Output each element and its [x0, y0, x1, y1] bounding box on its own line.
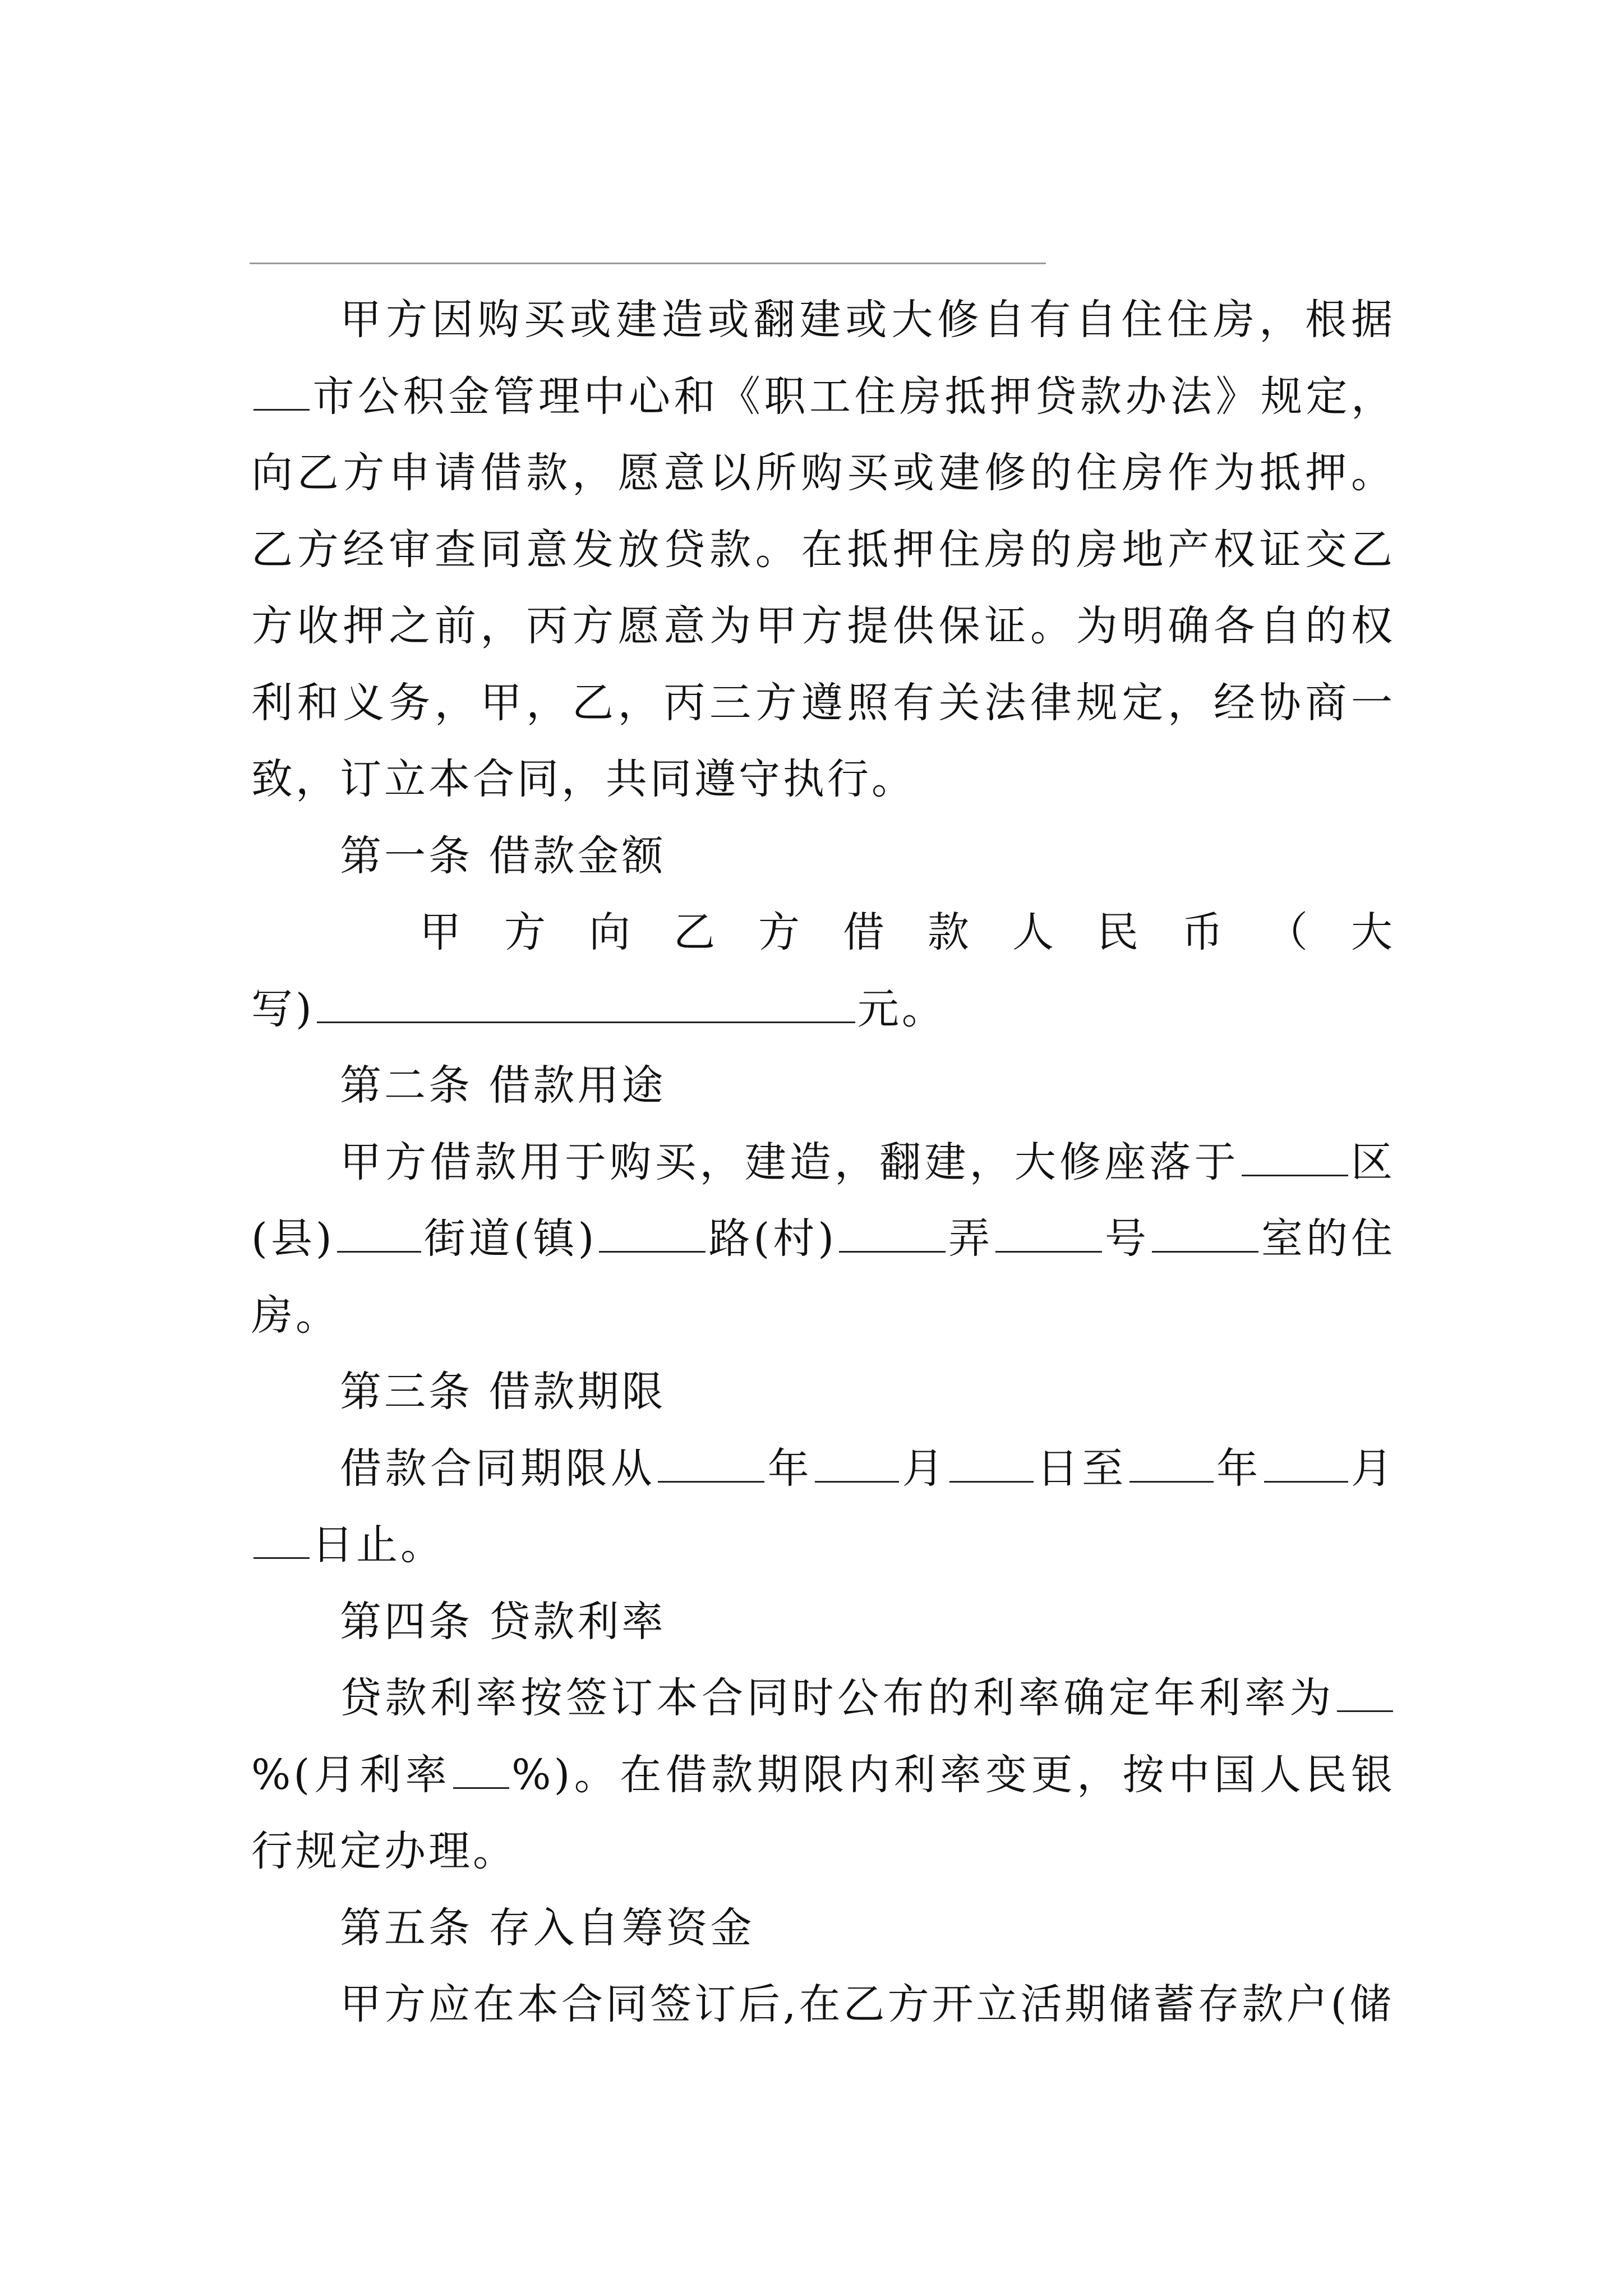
- article1-char: 借: [843, 908, 887, 956]
- article1-heading: 第一条 借款金额: [340, 831, 666, 880]
- article2-text: 号: [1104, 1214, 1150, 1263]
- article2-text: 区: [1350, 1138, 1396, 1186]
- article2-text: 街道(镇): [423, 1214, 597, 1263]
- article3-paragraph: [251, 1430, 1395, 1584]
- article1-char: （: [1266, 908, 1311, 956]
- article1-char: 币: [1182, 908, 1226, 956]
- article1-char: 民: [1097, 908, 1141, 956]
- article1-amount-line: [251, 971, 1395, 1048]
- blank-end-day: [253, 1520, 310, 1559]
- article1-spread-line: [251, 894, 1395, 971]
- blank-city: [253, 372, 310, 411]
- article5-text: 甲方应在本合同签订后,在乙方开立活期储蓄存款户(储: [340, 1980, 1394, 2028]
- article3-text: 月: [1350, 1444, 1396, 1493]
- blank-room: [1152, 1214, 1258, 1253]
- blank-road: [599, 1214, 706, 1253]
- article3-text: 年: [1215, 1444, 1262, 1493]
- article1-char: 乙: [674, 908, 718, 956]
- article4-text: %)。在借款期限内利率变更，按中国人民银行规定办理。: [251, 1750, 1396, 1875]
- blank-end-year: [1129, 1444, 1214, 1483]
- article1-char: 向: [589, 908, 633, 956]
- article1-char: 甲: [419, 908, 464, 956]
- article1-char: 款: [928, 908, 972, 956]
- article2-text: 路(村): [708, 1214, 837, 1263]
- article1-char: 大: [1351, 908, 1395, 956]
- article1-char: 人: [1012, 908, 1057, 956]
- blank-lane: [839, 1214, 946, 1253]
- article2-heading: 第二条 借款用途: [340, 1061, 666, 1110]
- intro-paragraph: [251, 282, 1395, 818]
- header-rule: [250, 263, 1046, 264]
- amount-suffix: 元。: [857, 984, 946, 1033]
- article5-heading: 第五条 存入自筹资金: [340, 1903, 755, 1952]
- article5-paragraph: [251, 1966, 1395, 2043]
- article3-text: 日至: [1036, 1444, 1127, 1493]
- contract-body: [251, 282, 1395, 2043]
- article3-text: 月: [901, 1444, 948, 1493]
- article2-text: (县): [251, 1214, 335, 1263]
- amount-prefix: 写): [251, 984, 315, 1033]
- article2-text: 甲方借款用于购买，建造，翻建，大修座落于: [340, 1138, 1239, 1186]
- intro-text-1: 甲方因购买或建造或翻建或大修自有自住住房，根据: [340, 296, 1395, 344]
- article4-text: %(月利率: [251, 1750, 451, 1799]
- blank-annual-rate: [1337, 1673, 1393, 1712]
- article3-text: 借款合同期限从: [340, 1444, 656, 1493]
- blank-start-day: [949, 1444, 1034, 1483]
- blank-start-month: [815, 1444, 899, 1483]
- blank-amount: [317, 984, 855, 1023]
- article3-text: 日止。: [312, 1521, 445, 1569]
- blank-start-year: [658, 1444, 764, 1483]
- article2-paragraph: [251, 1124, 1395, 1354]
- article4-text: 贷款利率按签订本合同时公布的利率确定年利率为: [340, 1674, 1335, 1722]
- article2-text: 室的住房。: [251, 1214, 1396, 1340]
- article1-char: 方: [758, 908, 803, 956]
- blank-monthly-rate: [453, 1750, 509, 1789]
- article4-heading: 第四条 贷款利率: [340, 1597, 666, 1646]
- article3-text: 年: [767, 1444, 813, 1493]
- blank-number: [995, 1214, 1102, 1253]
- article3-heading: 第三条 借款期限: [340, 1368, 666, 1416]
- article1-char: 方: [504, 908, 548, 956]
- blank-end-month: [1264, 1444, 1348, 1483]
- blank-street: [337, 1214, 421, 1253]
- article2-text: 弄: [948, 1214, 994, 1263]
- article4-paragraph: [251, 1660, 1395, 1890]
- blank-district: [1242, 1138, 1348, 1176]
- intro-text-2: 市公积金管理中心和《职工住房抵押贷款办法》规定，向乙方申请借款，愿意以所购买或建修的住房作为抵押。乙方经审查同意发放贷款。在抵押住房的房地产权证交乙方收押之前，丙方愿意为甲方提供保证。为明确各自的权利和义务，甲，乙，丙三方遵照有关法律规定，经协商一致，订立本合同，共同遵守执行。: [251, 372, 1395, 803]
